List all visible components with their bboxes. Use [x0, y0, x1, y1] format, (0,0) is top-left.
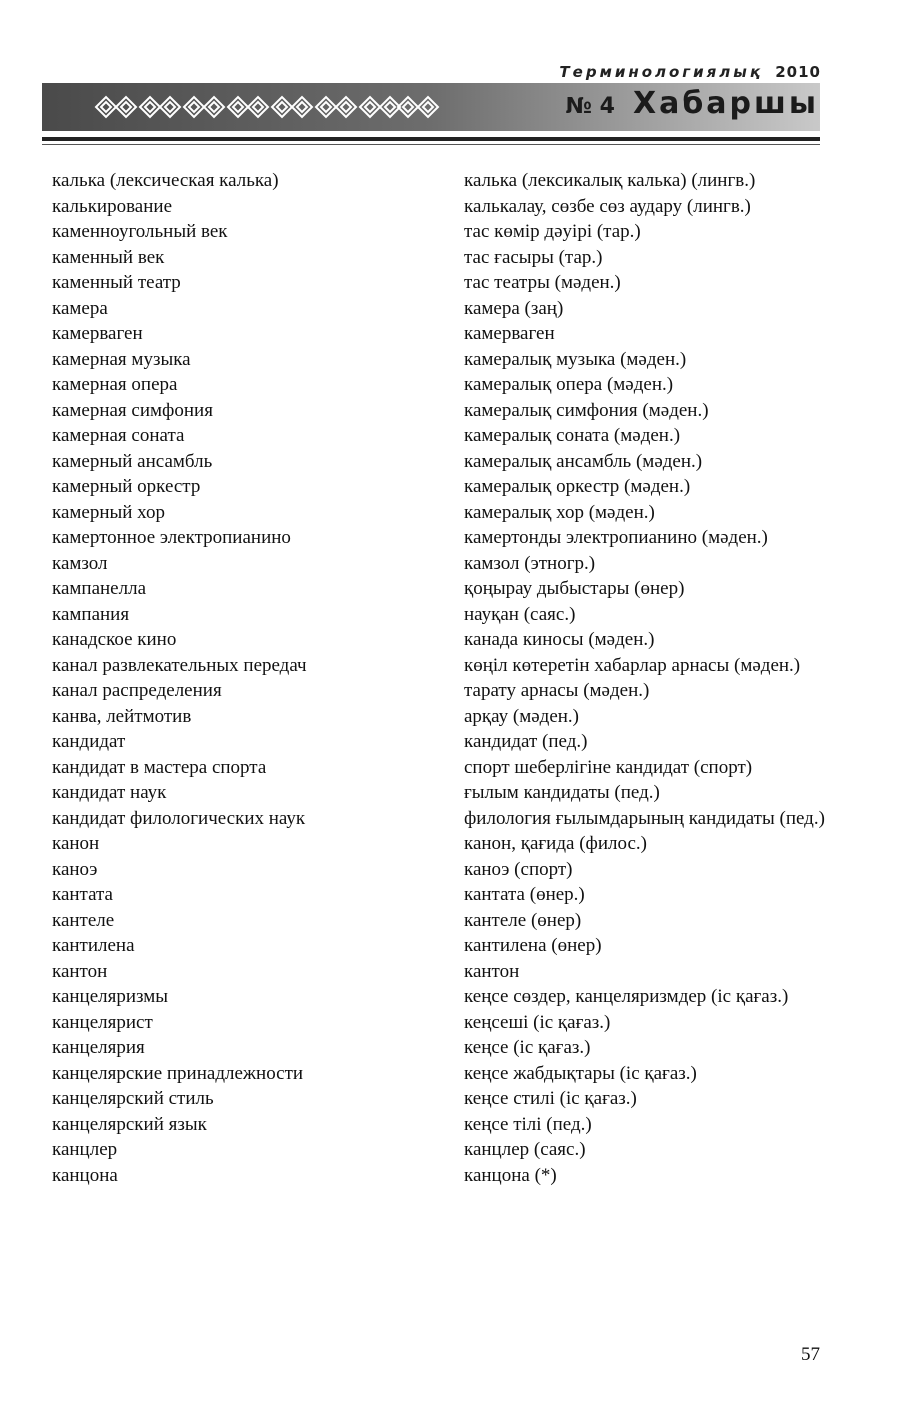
- journal-name: Терминологиялық: [559, 63, 764, 81]
- kazakh-term: кантата (өнер.): [464, 884, 585, 905]
- issue-title: [566, 86, 819, 121]
- kazakh-term: камера (заң): [464, 297, 564, 319]
- russian-term: канва, лейтмотив: [52, 705, 192, 727]
- glossary-entry: [0, 984, 911, 1010]
- russian-term: канон: [52, 833, 100, 854]
- glossary-entry: [0, 882, 911, 908]
- header-rule-thin: [42, 144, 820, 145]
- russian-term: камера: [52, 297, 108, 319]
- russian-term: кампанелла: [52, 578, 146, 599]
- russian-term: кантон: [52, 960, 108, 982]
- kazakh-term: арқау (мәден.): [464, 705, 580, 727]
- glossary-entry: [0, 653, 911, 679]
- glossary-entry: [0, 219, 911, 245]
- kazakh-term: кеңсеші (іс қағаз.): [464, 1011, 611, 1033]
- kazakh-term: камзол (этногр.): [464, 552, 596, 574]
- kazakh-term: канцона (*): [464, 1164, 557, 1186]
- russian-term: кандидат в мастера спорта: [52, 756, 267, 778]
- glossary-entry: [0, 1137, 911, 1163]
- russian-term: канадское кино: [52, 629, 177, 650]
- russian-term: каменный театр: [52, 272, 181, 293]
- kazakh-term: камералық соната (мәден.): [464, 425, 681, 446]
- russian-term: канцелярия: [52, 1037, 145, 1058]
- glossary-entry: [0, 1112, 911, 1138]
- russian-term: канал развлекательных передач: [52, 654, 307, 676]
- glossary-entry: [0, 602, 911, 628]
- russian-term: кандидат: [52, 731, 126, 752]
- kazakh-term: кантон: [464, 960, 520, 982]
- glossary-entry: [0, 168, 911, 194]
- kazakh-term: камералық ансамбль (мәден.): [464, 450, 703, 472]
- kazakh-term: камерваген: [464, 323, 555, 344]
- kazakh-term: камералық симфония (мәден.): [464, 399, 709, 421]
- russian-term: калька (лексическая калька): [52, 170, 279, 191]
- russian-term: каменноугольный век: [52, 221, 228, 242]
- kazakh-term: канцлер (саяс.): [464, 1139, 586, 1160]
- russian-term: канцелярские принадлежности: [52, 1062, 304, 1084]
- russian-term: каменный век: [52, 246, 165, 268]
- kazakh-term: кеңсе жабдықтары (іс қағаз.): [464, 1062, 697, 1084]
- russian-term: канцона: [52, 1164, 118, 1186]
- kazakh-term: камералық хор (мәден.): [464, 501, 655, 523]
- page-number: 57: [801, 1344, 820, 1365]
- kazakh-term: ғылым кандидаты (пед.): [464, 782, 660, 803]
- kazakh-term: кантилена (өнер): [464, 935, 602, 956]
- russian-term: камерный ансамбль: [52, 450, 213, 472]
- glossary-entry: [0, 194, 911, 220]
- russian-term: камерная музыка: [52, 348, 191, 370]
- glossary-entry: [0, 500, 911, 526]
- russian-term: камертонное электропианино: [52, 527, 291, 548]
- glossary-entry: [0, 449, 911, 475]
- kazakh-term: қоңырау дыбыстары (өнер): [464, 578, 685, 599]
- kazakh-term: кеңсе (іс қағаз.): [464, 1037, 591, 1058]
- russian-term: камерная соната: [52, 425, 185, 446]
- russian-term: канцеляризмы: [52, 986, 169, 1007]
- glossary-entry: [0, 1061, 911, 1087]
- glossary-entry: [0, 857, 911, 883]
- page-header: [0, 0, 911, 160]
- glossary-entry: [0, 474, 911, 500]
- kazakh-term: кандидат (пед.): [464, 731, 588, 752]
- glossary-entry: [0, 933, 911, 959]
- kazakh-term: камералық оркестр (мәден.): [464, 476, 691, 497]
- kazakh-term: калькалау, сөзбе сөз аудару (лингв.): [464, 195, 751, 217]
- glossary-entry: [0, 780, 911, 806]
- journal-title: Хабаршы: [632, 86, 819, 121]
- kazakh-term: кеңсе тілі (пед.): [464, 1113, 592, 1135]
- kazakh-term: тас театры (мәден.): [464, 272, 621, 293]
- kazakh-term: калька (лексикалық калька) (лингв.): [464, 170, 756, 191]
- russian-term: канал распределения: [52, 680, 222, 701]
- russian-term: камзол: [52, 552, 108, 574]
- glossary-entry: [0, 959, 911, 985]
- glossary-entry: [0, 755, 911, 781]
- kazakh-term: кеңсе сөздер, канцеляризмдер (іс қағаз.): [464, 986, 789, 1007]
- glossary-entry: [0, 1086, 911, 1112]
- russian-term: кантилена: [52, 935, 135, 956]
- glossary-entry: [0, 551, 911, 577]
- russian-term: камерная опера: [52, 374, 178, 395]
- russian-term: камерный оркестр: [52, 476, 201, 497]
- glossary-entry: [0, 627, 911, 653]
- glossary-entry: [0, 398, 911, 424]
- glossary-entry: [0, 525, 911, 551]
- glossary-entry: [0, 576, 911, 602]
- journal-name-line: [559, 63, 821, 81]
- glossary-entry: [0, 729, 911, 755]
- glossary-entry: [0, 245, 911, 271]
- kazakh-term: спорт шеберлігіне кандидат (спорт): [464, 756, 753, 778]
- glossary-entry: [0, 296, 911, 322]
- russian-term: камерная симфония: [52, 399, 213, 421]
- glossary-entry: [0, 1035, 911, 1061]
- glossary-entry: [0, 678, 911, 704]
- russian-term: кандидат наук: [52, 782, 167, 803]
- kazakh-term: камертонды электропианино (мәден.): [464, 527, 768, 548]
- glossary-entry: [0, 908, 911, 934]
- kazakh-term: кеңсе стилі (іс қағаз.): [464, 1088, 637, 1109]
- header-rule: [42, 137, 820, 141]
- russian-term: кантеле: [52, 909, 115, 931]
- glossary-entry: [0, 806, 911, 832]
- glossary-entry: [0, 372, 911, 398]
- glossary-entry: [0, 1163, 911, 1189]
- russian-term: калькирование: [52, 195, 173, 217]
- glossary-entry: [0, 347, 911, 373]
- kazakh-term: канада киносы (мәден.): [464, 629, 655, 650]
- russian-term: кантата: [52, 884, 113, 905]
- kazakh-term: камералық опера (мәден.): [464, 374, 674, 395]
- russian-term: канцлер: [52, 1139, 118, 1160]
- russian-term: канцелярист: [52, 1011, 153, 1033]
- kazakh-term: науқан (саяс.): [464, 603, 576, 625]
- russian-term: кандидат филологических наук: [52, 807, 306, 829]
- glossary-entry: [0, 704, 911, 730]
- glossary-entry: [0, 270, 911, 296]
- kazakh-term: тас ғасыры (тар.): [464, 246, 603, 268]
- russian-term: камерваген: [52, 323, 143, 344]
- glossary-entry: [0, 831, 911, 857]
- glossary-entry: [0, 321, 911, 347]
- russian-term: каноэ: [52, 858, 98, 880]
- kazakh-term: канон, қағида (филос.): [464, 833, 647, 854]
- glossary-list: [0, 168, 911, 1188]
- issue-number: № 4: [565, 94, 615, 119]
- glossary-entry: [0, 423, 911, 449]
- russian-term: кампания: [52, 603, 130, 625]
- kazakh-term: тас көмір дәуірі (тар.): [464, 221, 641, 242]
- russian-term: канцелярский стиль: [52, 1088, 214, 1109]
- russian-term: канцелярский язык: [52, 1113, 207, 1135]
- kazakh-term: кантеле (өнер): [464, 909, 582, 931]
- kazakh-term: тарату арнасы (мәден.): [464, 680, 650, 701]
- kazakh-term: филология ғылымдарының кандидаты (пед.): [464, 807, 825, 829]
- kazakh-term: камералық музыка (мәден.): [464, 348, 687, 370]
- ornament-pattern-icon: [92, 90, 442, 124]
- glossary-entry: [0, 1010, 911, 1036]
- journal-year: 2010: [775, 63, 821, 81]
- kazakh-term: көңіл көтеретін хабарлар арнасы (мәден.): [464, 654, 801, 676]
- kazakh-term: каноэ (спорт): [464, 858, 573, 880]
- russian-term: камерный хор: [52, 501, 165, 523]
